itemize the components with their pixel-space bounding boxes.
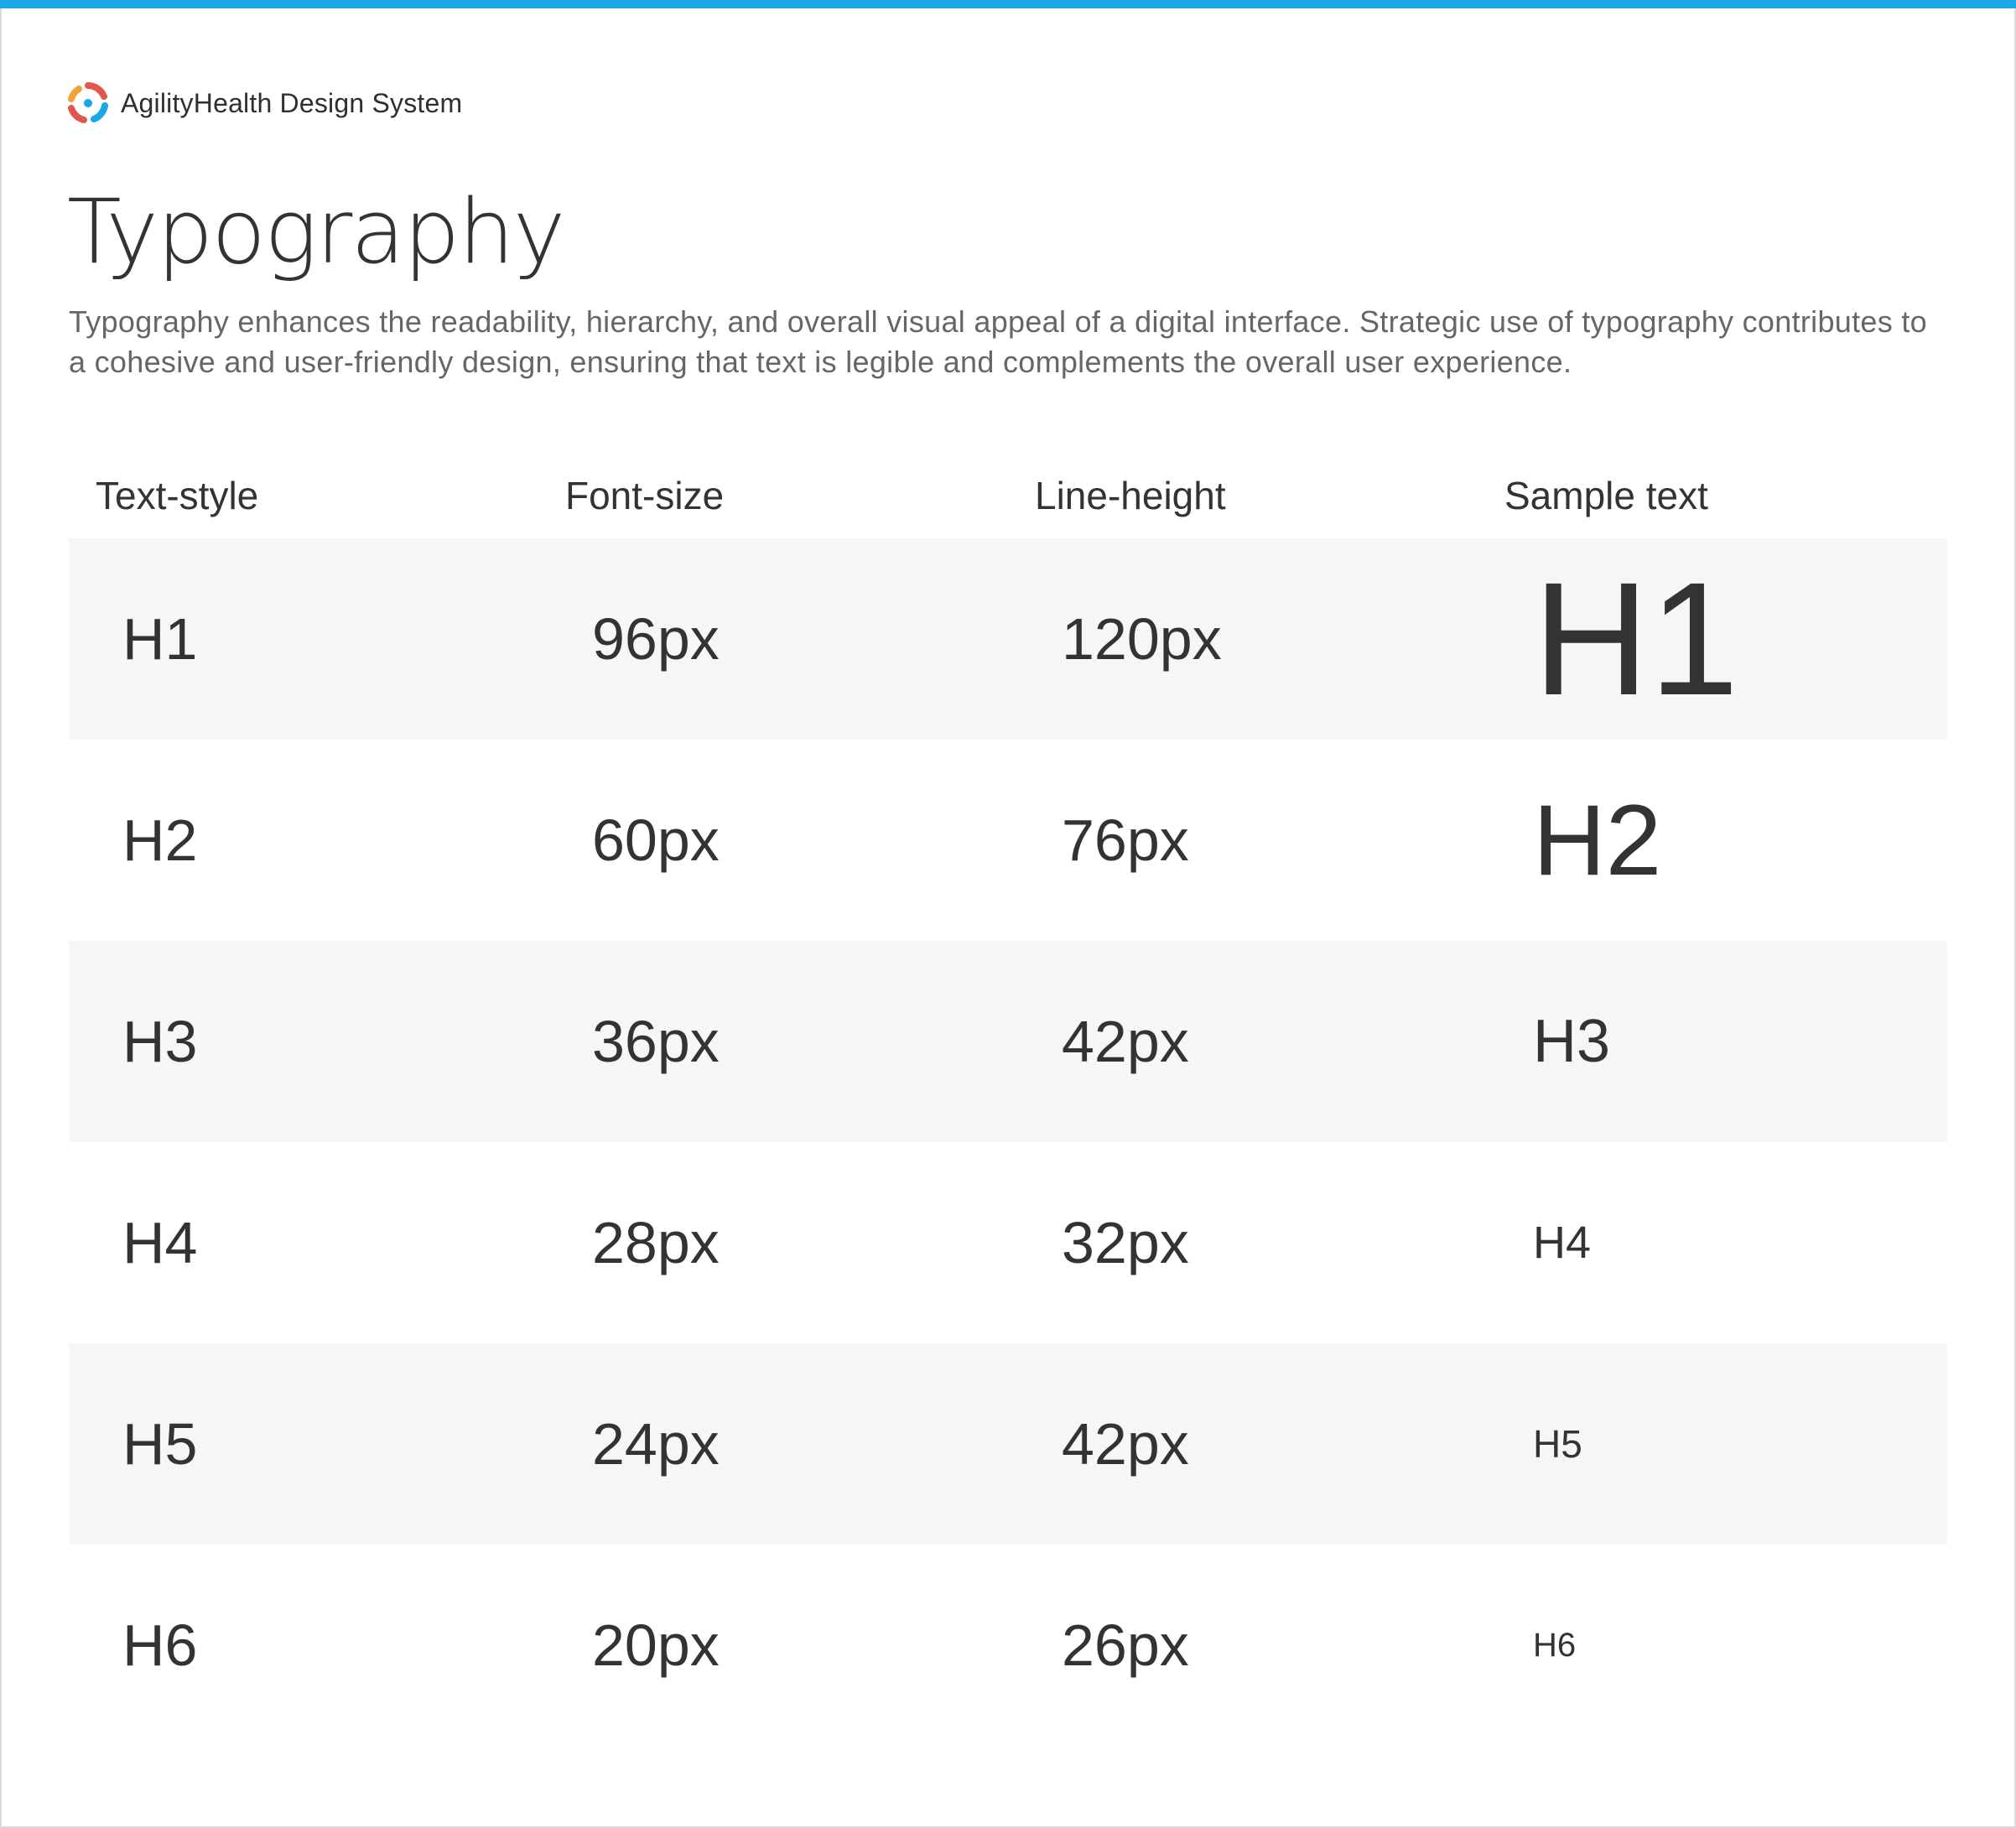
sample-text-cell: H3 [1533,1008,1611,1075]
font-size-cell: 24px [592,1411,720,1477]
line-height-cell: 76px [1062,808,1189,873]
line-height-cell: 26px [1062,1612,1189,1678]
table-row [69,1343,1947,1545]
table-row [69,1545,1947,1746]
table-header [69,453,1947,538]
table-row [69,740,1947,941]
header-line-height: Line-height [1035,474,1226,517]
sample-text-cell: H1 [1533,548,1739,729]
table-row [69,538,1947,740]
line-height-cell: 42px [1062,1009,1189,1074]
text-style-cell: H1 [122,606,198,672]
font-size-cell: 60px [592,808,720,873]
header-font-size: Font-size [565,474,725,517]
header-sample-text: Sample text [1504,474,1708,517]
text-style-cell: H6 [122,1612,198,1678]
table-row [69,1142,1947,1343]
page-description: Typography enhances the readability, hierarchy, and overall visual appeal of a digital interface. Strategic use of typography contributes to a cohesive and user-friendly design, ensuring that text is legible and complements the overall user experience. [69,304,1927,379]
font-size-cell: 96px [592,606,720,672]
typography-table [69,453,1947,1746]
font-size-cell: 28px [592,1210,720,1275]
line-height-cell: 42px [1062,1411,1189,1477]
text-style-cell: H4 [122,1210,198,1275]
brand-name: AgilityHealth Design System [121,87,463,118]
sample-text-cell: H5 [1533,1422,1582,1466]
sample-text-cell: H4 [1533,1218,1592,1268]
text-style-cell: H2 [122,808,198,873]
text-style-cell: H3 [122,1009,198,1074]
sample-text-cell: H6 [1533,1627,1577,1664]
font-size-cell: 20px [592,1612,720,1678]
agilityhealth-logo-icon [67,82,109,124]
line-height-cell: 32px [1062,1210,1189,1275]
text-style-cell: H5 [122,1411,198,1477]
top-accent-bar [0,0,2016,8]
sample-text-cell: H2 [1533,784,1662,896]
table-row [69,941,1947,1142]
font-size-cell: 36px [592,1009,720,1074]
line-height-cell: 120px [1062,606,1222,672]
header-text-style: Text-style [96,474,259,517]
page-title: Typography [67,180,564,283]
brand-header[interactable] [67,80,462,126]
